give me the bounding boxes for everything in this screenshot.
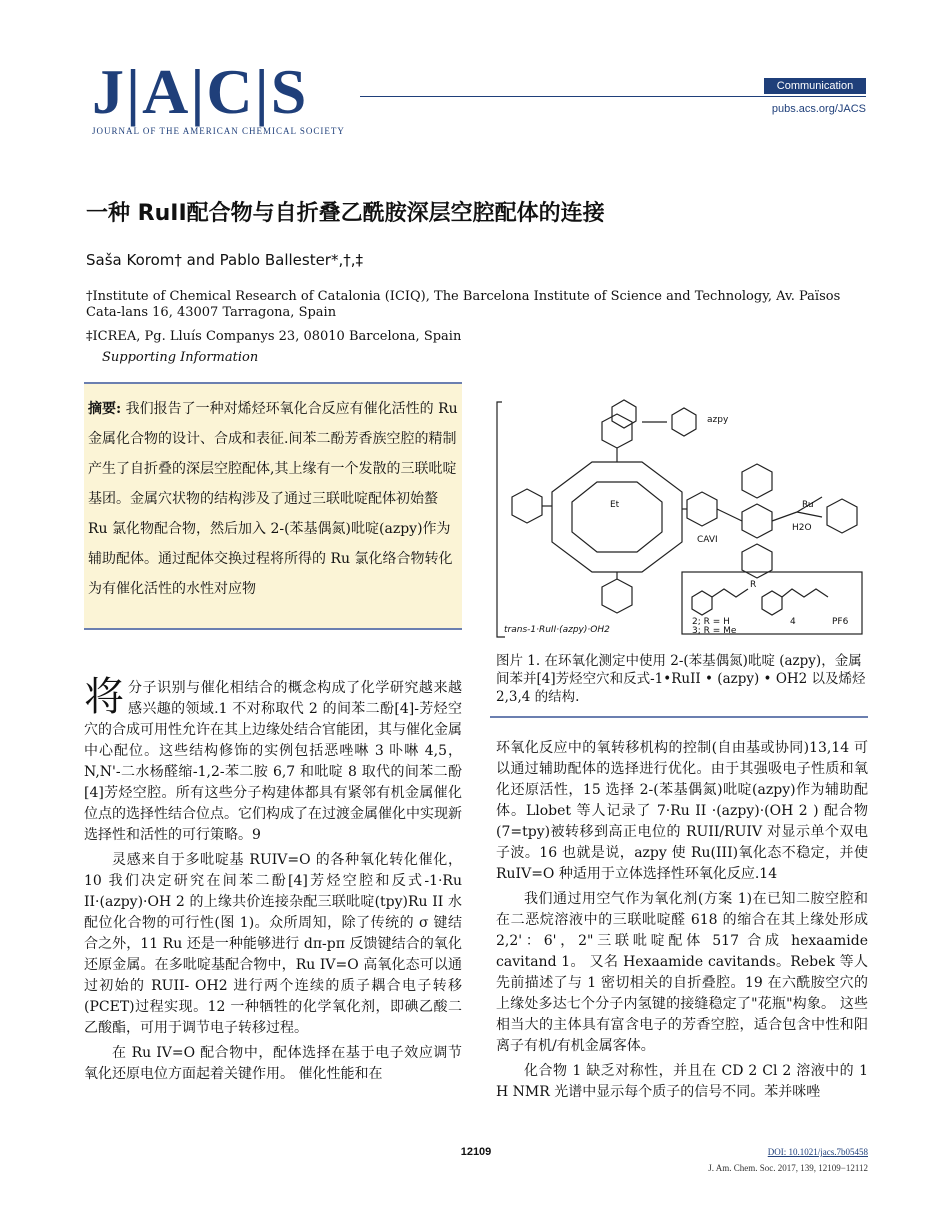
- journal-logo-letters: J|A|C|S: [92, 56, 309, 127]
- figure-label-water: H2O: [792, 523, 812, 533]
- doi-link[interactable]: DOI: 10.1021/jacs.7b05458: [767, 1147, 868, 1157]
- article-type-badge: Communication: [764, 78, 866, 94]
- journal-citation: J. Am. Chem. Soc. 2017, 139, 12109−12112: [708, 1163, 868, 1173]
- supporting-information-link[interactable]: Supporting Information: [102, 350, 259, 365]
- figure-label-cavi: CAVI: [697, 535, 718, 545]
- body-column-left: [84, 674, 462, 1089]
- journal-logo: [92, 56, 392, 136]
- abstract-label: 摘要:: [88, 401, 122, 417]
- drop-cap: 将: [84, 674, 124, 720]
- figure-label-compound-3: 3; R = Me: [692, 626, 737, 636]
- figure-label-compound-4: 4: [790, 617, 796, 627]
- abstract-box: [84, 382, 462, 630]
- caption-rule: [490, 716, 868, 718]
- header-rule: [360, 96, 866, 97]
- body-paragraph: 我们通过用空气作为氧化剂(方案 1)在已知二胺空腔和在二恶烷溶液中的三联吡啶醛 618 的缩合在其上缘处形成 2,2'：6'，2"三联吡啶配体 517 合成 hexaamide cavitand 1。 又名 Hexaamide cavitands。Rebek 等人先前描述了与 1 密切相关的自折叠腔。19 在六酰胺空穴的上缘处多达七个分子内氢键的接缝稳定了"花瓶"构象。 这些相当大的主体具有富含电子的芳香空腔，适合包含中性和阳离子有机/有机金属客体。: [496, 891, 868, 1054]
- body-paragraph: 在 Ru IV=O 配合物中，配体选择在基于电子效应调节氧化还原电位方面起着关键作用。 催化性能和在: [84, 1045, 462, 1082]
- figure-label-azpy: azpy: [707, 415, 729, 425]
- figure-label-et: Et: [610, 500, 620, 510]
- journal-site-link[interactable]: pubs.acs.org/JACS: [771, 103, 866, 115]
- footer-citation: [640, 1144, 868, 1176]
- author-list: Saša Korom† and Pablo Ballester*,†,‡: [86, 251, 364, 269]
- affiliation-1: †Institute of Chemical Research of Catalonia (ICIQ), The Barcelona Institute of Science and Technology, Av. Paı̈sos Cata-lans 16, 43007 Tarragona, Spain: [86, 289, 841, 320]
- figure-label-complex: trans-1·RuII·(azpy)·OH2: [504, 625, 610, 635]
- body-paragraph-text: 分子识别与催化相结合的概念构成了化学研究越来越感兴趣的领域.1 不对称取代 2 的间苯二酚[4]-芳烃空穴的合成可用性允许在其上边缘处结合官能团，其与催化金属中心配位。这些结构修饰的实例包括恶唑啉 3 卟啉 4,5，N,N'-二水杨醛缩-1,2-苯二胺 6,7 和吡啶 8 取代的间苯二酚[4]芳烃空腔。所有这些分子构建体都具有紧邻有机金属催化位点的选择性结合位点。它们构成了在过渡金属催化中实现新选择性和活性的可行策略。9: [84, 680, 462, 843]
- page-number: 12109: [460, 1146, 492, 1158]
- figure-label-r: R: [750, 580, 757, 590]
- body-paragraph: 灵感来自于多吡啶基 RUIV=O 的各种氧化转化催化，10 我们决定研究在间苯二酚[4]芳烃空腔和反式-1·Ru II·(azpy)·OH 2 的上缘共价连接杂配三联吡啶(tpy)Ru II 水配位化合物的可行性(图 1)。众所周知，除了传统的 σ 键结合之外，11 Ru 还是一种能够进行 dπ-pπ 反馈键结合的氧化还原金属。在多吡啶基配合物中，Ru IV=O 高氧化态可以通过初始的 RUII- OH2 进行两个连续的质子耦合电子转移(PCET)过程实现。12 一种牺牲的化学氧化剂，即碘乙酸二乙酸酯，可用于调节电子转移过程。: [84, 852, 462, 1036]
- body-paragraph: [84, 674, 462, 846]
- figure-label-compound-2: 2; R = H: [692, 617, 730, 627]
- figure-1-structures: [492, 382, 866, 644]
- abstract-text: 我们报告了一种对烯烃环氧化合反应有催化活性的 Ru 金属化合物的设计、合成和表征.间苯二酚芳香族空腔的精制产生了自折叠的深层空腔配体,其上缘有一个发散的三联吡啶基团。金属穴状物的结构涉及了通过三联吡啶配体初始螯 Ru 氯化物配合物，然后加入 2-(苯基偶氮)吡啶(azpy)作为辅助配体。通过配体交换过程将所得的 Ru 氯化络合物转化为有催化活性的水性对应物: [88, 401, 458, 597]
- figure-1-caption: 图片 1. 在环氧化测定中使用 2-(苯基偶氮)吡啶 (azpy)，金属间苯并[4]芳烃空穴和反式-1•RuII • (azpy) • OH2 以及烯烃 2,3,4 的结构.: [496, 653, 866, 705]
- figure-label-pf6: PF6: [832, 617, 849, 627]
- affiliation-2: ‡ICREA, Pg. Lluís Companys 23, 08010 Barcelona, Spain: [86, 329, 462, 344]
- body-column-right: [496, 738, 868, 1107]
- journal-full-name: JOURNAL OF THE AMERICAN CHEMICAL SOCIETY: [92, 126, 345, 136]
- figure-label-ru: Ru: [802, 500, 814, 510]
- body-paragraph: 环氧化反应中的氧转移机构的控制(自由基或协同)13,14 可以通过辅助配体的选择进行优化。由于其强吸电子性质和氧化还原活性，15 选择 2-(苯基偶氮)吡啶(azpy)作为辅助配体。Llobet 等人记录了 7·Ru II ·(azpy)·(OH 2 ) 配合物(7=tpy)被转移到高正电位的 RUII/RUIV 对显示单个双电子波。16 也就是说，azpy 使 Ru(III)氧化态不稳定，并使 RuIV=O 种适用于立体选择性环氧化反应.14: [496, 740, 868, 882]
- body-paragraph: 化合物 1 缺乏对称性，并且在 CD 2 Cl 2 溶液中的 1 H NMR 光谱中显示每个质子的信号不同。苯并咪唑: [496, 1063, 868, 1100]
- article-title: 一种 RuII配合物与自折叠乙酰胺深层空腔配体的连接: [86, 201, 605, 226]
